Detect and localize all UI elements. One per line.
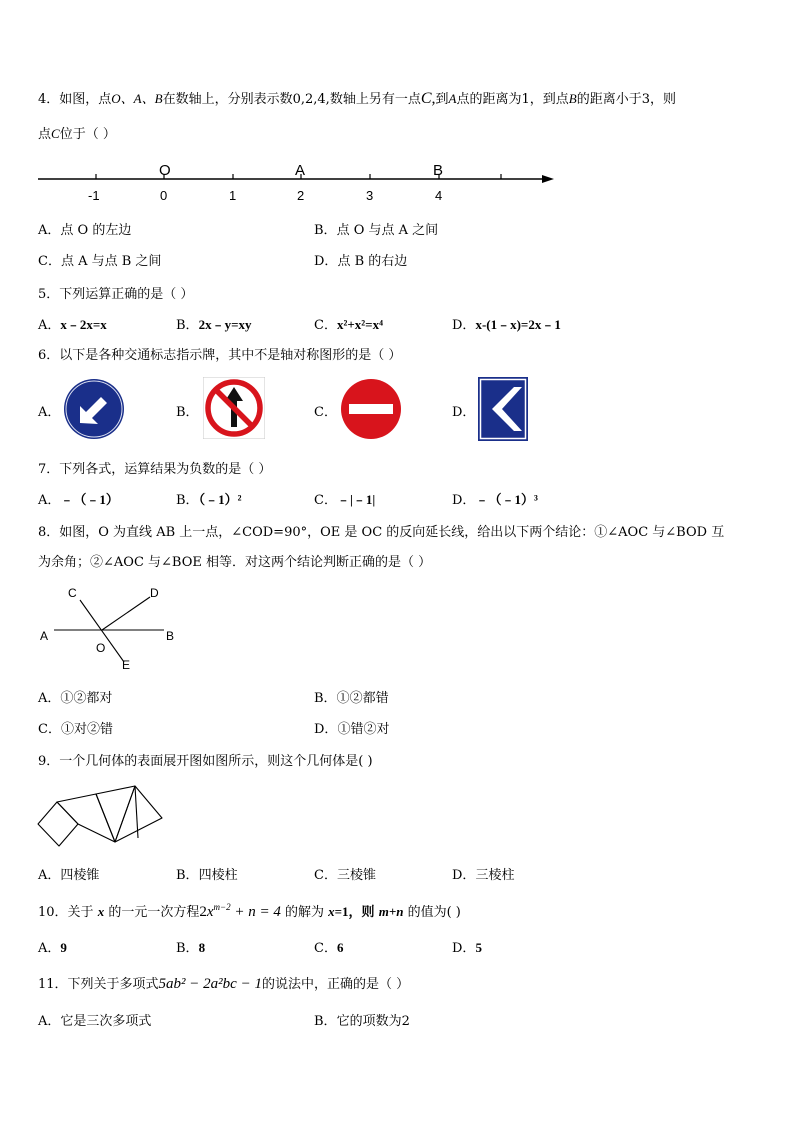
label-a: A bbox=[40, 629, 49, 643]
net-square bbox=[38, 802, 78, 846]
tick-label: 2 bbox=[297, 188, 305, 203]
point-label-a: A bbox=[295, 162, 306, 179]
label-c: C bbox=[68, 586, 77, 600]
q9-option-c[interactable]: C．三棱锥 bbox=[314, 868, 376, 883]
q8-option-b[interactable]: B．①②都错 bbox=[314, 691, 389, 706]
tick-label: 4 bbox=[435, 188, 443, 203]
sign-no-entry-icon bbox=[340, 378, 402, 440]
number-line-arrow bbox=[542, 175, 554, 183]
net-figure bbox=[36, 780, 166, 848]
number-line-figure bbox=[36, 158, 558, 208]
q5-option-a[interactable]: A．x﹣2x=x bbox=[38, 317, 107, 333]
q6-option-c[interactable]: C． bbox=[314, 405, 337, 420]
q8-stem-line2: 为余角；②∠AOC 与∠BOE 相等．对这两个结论判断正确的是（ ） bbox=[38, 555, 432, 570]
q11-stem: 11．下列关于多项式5ab² − 2a²bc − 1的说法中，正确的是（ ） bbox=[38, 976, 410, 992]
q7-option-b[interactable]: B．（﹣1）² bbox=[176, 492, 242, 508]
q10-stem: 10．关于 x 的一元一次方程$2x^{m-2} + n = 4$ 的解为 x=1，则 m+n 的值为( ) bbox=[38, 902, 461, 920]
q9-stem: 9．一个几何体的表面展开图如图所示，则这个几何体是( ) bbox=[38, 754, 373, 769]
q10-option-d[interactable]: D．5 bbox=[452, 940, 482, 956]
tick-label: -1 bbox=[88, 188, 100, 203]
net-quad bbox=[57, 794, 115, 842]
q11-option-a[interactable]: A．它是三次多项式 bbox=[38, 1014, 152, 1029]
label-o: O bbox=[96, 641, 106, 655]
net-edge bbox=[135, 786, 138, 838]
q5-option-c[interactable]: C．x²+x²=x⁴ bbox=[314, 317, 383, 333]
q9-option-a[interactable]: A．四棱锥 bbox=[38, 868, 100, 883]
q9-option-b[interactable]: B．四棱柱 bbox=[176, 868, 238, 883]
q5-stem: 5．下列运算正确的是（ ） bbox=[38, 287, 194, 302]
label-e: E bbox=[122, 658, 131, 672]
q5-option-b[interactable]: B．2x﹣y=xy bbox=[176, 317, 252, 333]
q10-option-a[interactable]: A．9 bbox=[38, 940, 67, 956]
q7-option-d[interactable]: D．﹣（﹣1）³ bbox=[452, 492, 538, 508]
q4-option-b[interactable]: B．点 O 与点 A 之间 bbox=[314, 223, 439, 238]
point-label-b: B bbox=[433, 162, 444, 179]
q7-option-c[interactable]: C．﹣|﹣1| bbox=[314, 492, 376, 508]
tick-label: 1 bbox=[229, 188, 237, 203]
q7-option-a[interactable]: A．﹣（﹣1） bbox=[38, 492, 119, 508]
q11-option-b[interactable]: B．它的项数为2 bbox=[314, 1014, 410, 1029]
q8-option-c[interactable]: C．①对②错 bbox=[38, 722, 113, 737]
q10-option-c[interactable]: C．6 bbox=[314, 940, 344, 956]
tick-label: 3 bbox=[366, 188, 374, 203]
q8-stem-line1: 8．如图，O 为直线 AB 上一点，∠COD=90°，OE 是 OC 的反向延长线，给出以下两个结论：①∠AOC 与∠BOD 互 bbox=[38, 525, 725, 540]
q6-option-b[interactable]: B． bbox=[176, 405, 199, 420]
q4-option-d[interactable]: D．点 B 的右边 bbox=[314, 254, 408, 269]
q4-stem-line2: 点C位于（ ） bbox=[38, 126, 116, 142]
net-triangle bbox=[115, 786, 162, 842]
label-b: B bbox=[166, 629, 175, 643]
label-d: D bbox=[150, 586, 159, 600]
q10-option-b[interactable]: B．8 bbox=[176, 940, 206, 956]
q9-option-d[interactable]: D．三棱柱 bbox=[452, 868, 515, 883]
q4-option-a[interactable]: A．点 O 的左边 bbox=[38, 223, 132, 238]
q6-option-d[interactable]: D． bbox=[452, 405, 476, 420]
sign-chevron-left-icon bbox=[478, 377, 528, 441]
tick-label: 0 bbox=[160, 188, 168, 203]
q6-option-a[interactable]: A． bbox=[38, 405, 61, 420]
q4-stem-line1: 4．如图，点O、A、B在数轴上，分别表示数0,2,4,数轴上另有一点C,到A点的距离为1，到点B的距离小于3，则 bbox=[38, 90, 677, 107]
sign-no-straight-icon bbox=[203, 377, 265, 439]
q8-option-d[interactable]: D．①错②对 bbox=[314, 722, 390, 737]
ray-od bbox=[102, 597, 150, 630]
q8-option-a[interactable]: A．①②都对 bbox=[38, 691, 113, 706]
angle-figure bbox=[36, 580, 186, 675]
sign-blue-arrow-icon bbox=[63, 378, 125, 440]
point-label-o: O bbox=[159, 162, 171, 179]
q7-stem: 7．下列各式，运算结果为负数的是（ ） bbox=[38, 462, 272, 477]
q4-option-c[interactable]: C．点 A 与点 B 之间 bbox=[38, 254, 162, 269]
q5-option-d[interactable]: D．x-(1﹣x)=2x﹣1 bbox=[452, 317, 561, 333]
q6-stem: 6．以下是各种交通标志指示牌，其中不是轴对称图形的是（ ） bbox=[38, 348, 402, 363]
net-triangle bbox=[96, 786, 135, 842]
